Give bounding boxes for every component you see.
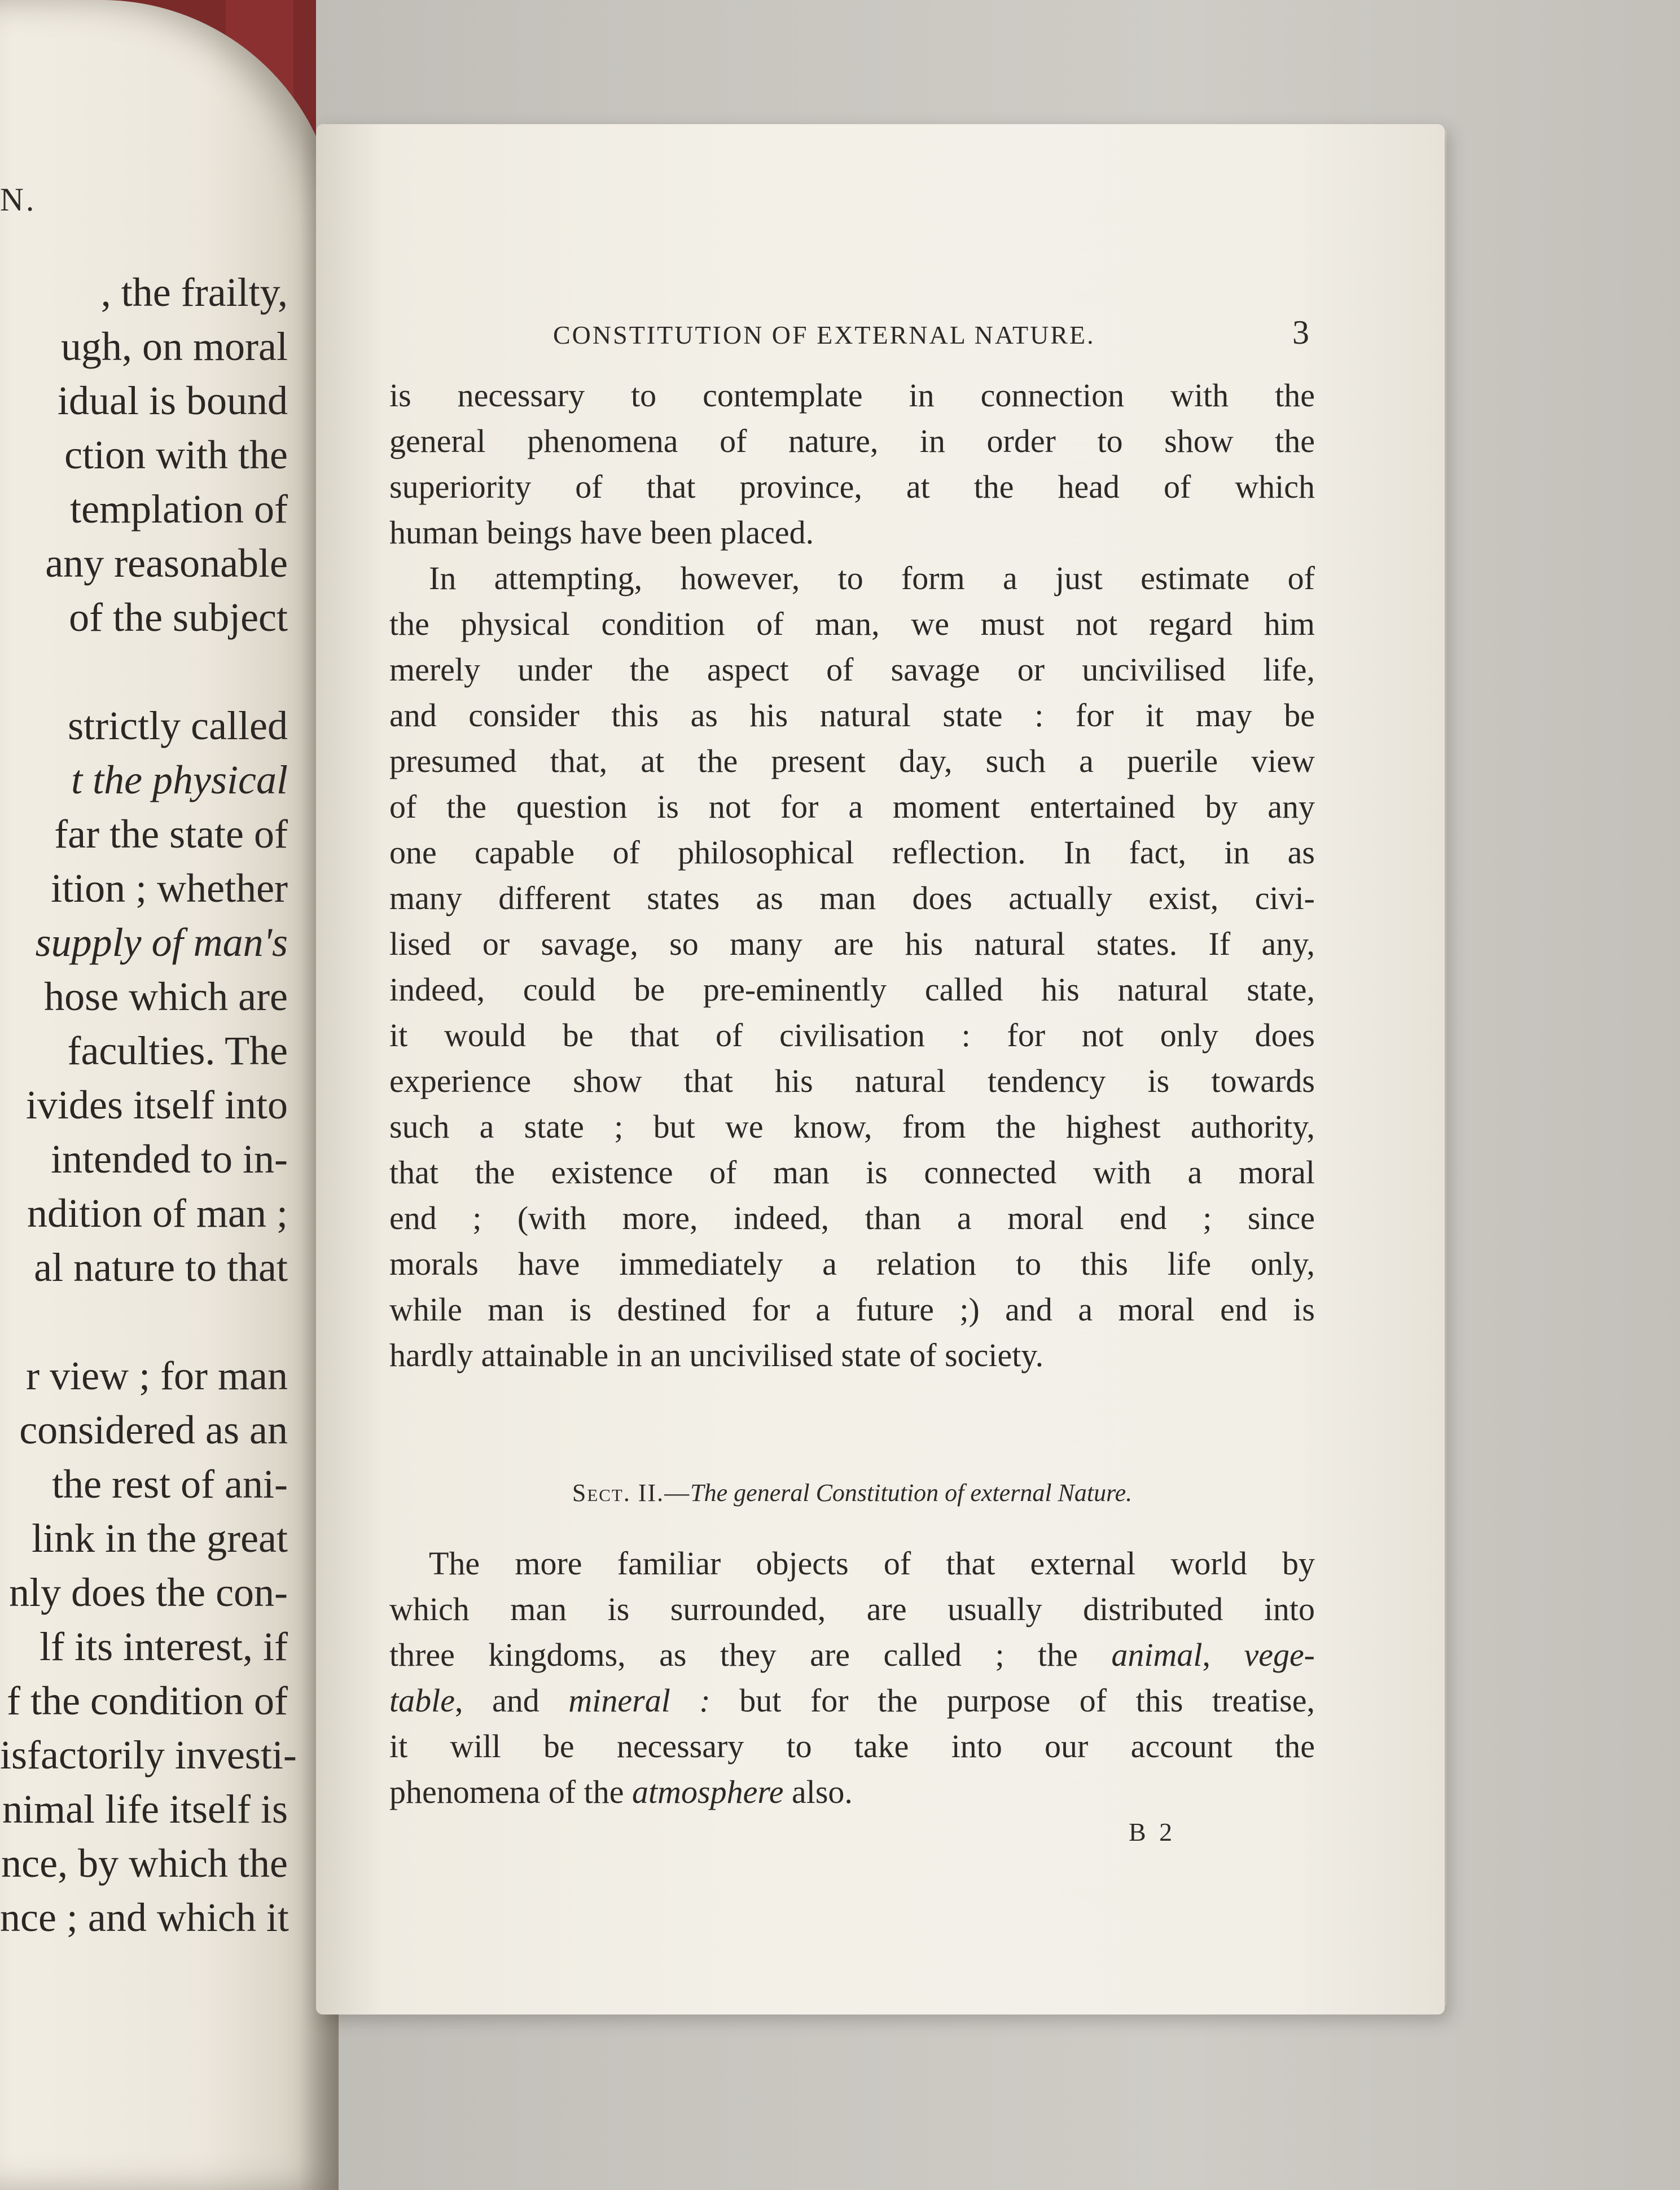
text-line: one capable of philosophical reflection. In fact, in as bbox=[389, 834, 1315, 871]
text-line: hardly attainable in an uncivilised state of society. bbox=[389, 1337, 1044, 1373]
text-line: and consider this as his natural state : for it may be bbox=[389, 697, 1315, 734]
text-line: that the existence of man is connected with a moral bbox=[389, 1154, 1315, 1191]
text-line: human beings have been placed. bbox=[389, 514, 814, 551]
left-line: faculties. The bbox=[67, 1028, 288, 1073]
italic-term-atmosphere: atmosphere bbox=[632, 1774, 784, 1810]
section-text-block bbox=[389, 1541, 1315, 1815]
text-line: The more familiar objects of that external world by bbox=[429, 1545, 1315, 1582]
running-head bbox=[553, 313, 1309, 352]
left-line: link in the great bbox=[32, 1516, 288, 1561]
italic-term-animal: animal bbox=[1111, 1636, 1203, 1673]
left-line: t the physical bbox=[71, 757, 288, 802]
text-line: lised or savage, so many are his natural states. If any, bbox=[389, 925, 1315, 962]
text-line: end ; (with more, indeed, than a moral end ; since bbox=[389, 1200, 1315, 1236]
text-line: morals have immediately a relation to this life only, bbox=[389, 1245, 1315, 1282]
running-head-title: CONSTITUTION OF EXTERNAL NATURE. bbox=[553, 321, 1095, 349]
text-line: presumed that, at the present day, such a puerile view bbox=[389, 743, 1315, 779]
left-line: , the frailty, bbox=[100, 270, 288, 315]
left-running-head: N. bbox=[0, 181, 37, 218]
text-line: superiority of that province, at the head of which bbox=[389, 468, 1315, 505]
left-line: considered as an bbox=[19, 1407, 288, 1452]
left-line: isfactorily investi- bbox=[0, 1732, 297, 1778]
left-line: ugh, on moral bbox=[61, 324, 288, 369]
left-line: hose which are bbox=[44, 974, 288, 1019]
text-line bbox=[389, 1769, 1315, 1815]
italic-term-mineral: mineral : bbox=[568, 1682, 710, 1719]
left-line: any reasonable bbox=[45, 541, 288, 586]
text-line: general phenomena of nature, in order to show the bbox=[389, 423, 1315, 459]
left-line: idual is bound bbox=[58, 378, 288, 423]
text-line: In attempting, however, to form a just estimate of bbox=[429, 560, 1315, 596]
right-page bbox=[316, 124, 1445, 2015]
section-heading bbox=[389, 1478, 1315, 1507]
left-line-spacer bbox=[0, 1294, 293, 1349]
left-line: the rest of ani- bbox=[52, 1462, 288, 1507]
text-segment: phenomena of the bbox=[389, 1774, 633, 1810]
text-segment: , and bbox=[454, 1682, 569, 1719]
signature-mark: B 2 bbox=[1129, 1818, 1176, 1846]
text-line: it will be necessary to take into our account the bbox=[389, 1728, 1315, 1765]
left-line: of the subject bbox=[69, 595, 288, 640]
italic-term-table: table bbox=[389, 1682, 455, 1719]
left-line: supply of man's bbox=[35, 920, 288, 965]
section-title: The general Constitution of external Nature. bbox=[690, 1479, 1133, 1507]
left-line: lf its interest, if bbox=[40, 1624, 288, 1669]
text-segment: but for the purpose of this treatise, bbox=[710, 1682, 1315, 1719]
text-line: indeed, could be pre-eminently called his natural state, bbox=[389, 971, 1315, 1008]
text-line: merely under the aspect of savage or uncivilised life, bbox=[389, 651, 1315, 688]
left-line: r view ; for man bbox=[26, 1353, 288, 1398]
left-line: intended to in- bbox=[51, 1136, 288, 1182]
text-line: is necessary to contemplate in connection with the bbox=[389, 377, 1315, 414]
italic-term-vegetable: vege- bbox=[1244, 1636, 1315, 1673]
text-segment: three kingdoms, as they are called ; the bbox=[389, 1636, 1112, 1673]
left-line: f the condition of bbox=[7, 1678, 288, 1723]
text-line: such a state ; but we know, from the highest authority, bbox=[389, 1108, 1315, 1145]
text-line: experience show that his natural tendency is towards bbox=[389, 1063, 1315, 1099]
text-line: the physical condition of man, we must not regard him bbox=[389, 605, 1315, 642]
left-line: nce ; and which it bbox=[0, 1895, 289, 1940]
text-line: many different states as man does actually exist, civi- bbox=[389, 880, 1315, 916]
left-line: nce, by which the bbox=[1, 1841, 288, 1886]
left-line: al nature to that bbox=[34, 1245, 288, 1290]
text-line: which man is surrounded, are usually distributed into bbox=[389, 1591, 1315, 1627]
left-line: strictly called bbox=[68, 703, 288, 748]
left-line: ivides itself into bbox=[26, 1082, 288, 1127]
text-line: it would be that of civilisation : for not only does bbox=[389, 1017, 1315, 1054]
left-line: ction with the bbox=[64, 432, 288, 477]
left-line: ition ; whether bbox=[51, 866, 288, 911]
text-line bbox=[389, 1678, 1315, 1723]
text-line: of the question is not for a moment entertained by any bbox=[389, 788, 1315, 825]
text-segment: , bbox=[1202, 1636, 1244, 1673]
text-line: while man is destined for a future ;) and a moral end is bbox=[389, 1291, 1315, 1328]
left-page-text bbox=[0, 265, 297, 1945]
section-label: Sect. II.— bbox=[572, 1479, 691, 1507]
left-line-spacer bbox=[0, 644, 293, 699]
left-line: templation of bbox=[70, 486, 288, 532]
left-line: nly does the con- bbox=[9, 1570, 288, 1615]
page-number: 3 bbox=[1292, 314, 1309, 351]
text-line bbox=[389, 1632, 1315, 1678]
left-line: nimal life itself is bbox=[2, 1787, 288, 1832]
left-page bbox=[0, 0, 339, 2190]
left-line: far the state of bbox=[54, 811, 288, 857]
left-line: ndition of man ; bbox=[27, 1191, 288, 1236]
main-text-block bbox=[389, 372, 1315, 1378]
text-segment: also. bbox=[783, 1774, 853, 1810]
